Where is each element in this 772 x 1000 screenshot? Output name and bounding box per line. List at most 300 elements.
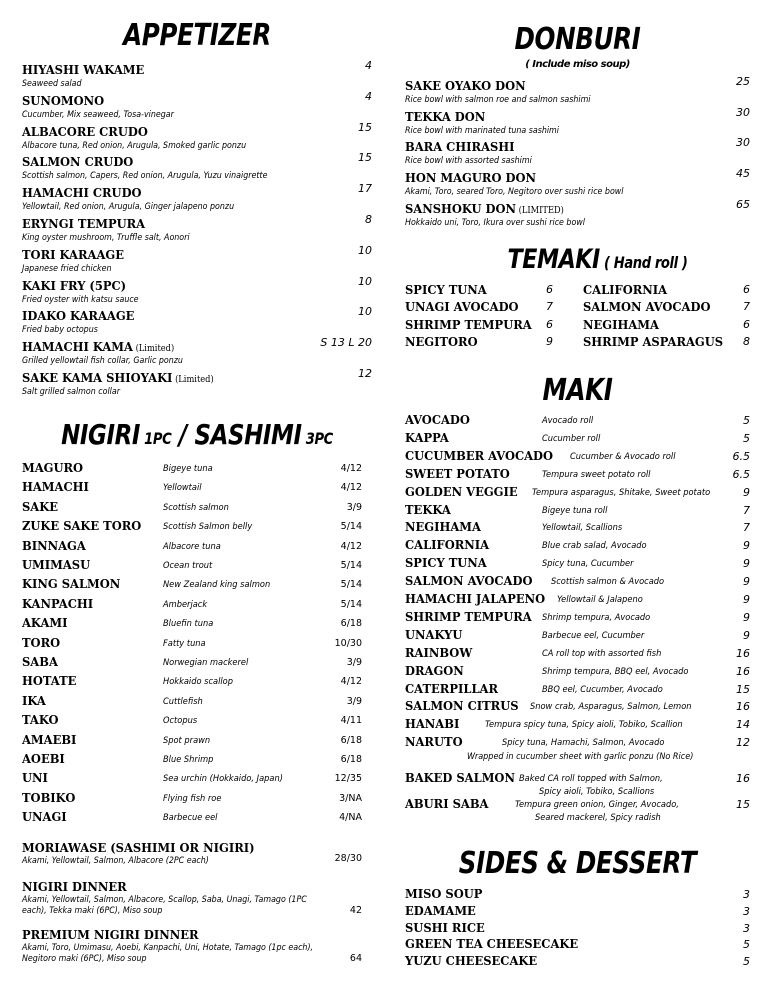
item-description: Spicy tuna, Hamachi, Salmon, Avocado	[502, 737, 665, 749]
item-description: Japanese fried chicken	[22, 263, 112, 274]
item-description: Bigeye tuna	[163, 463, 213, 474]
item-name	[405, 202, 564, 218]
item-description: Octopus	[163, 715, 198, 727]
item-description: Cucumber roll	[542, 432, 601, 444]
item-price: 6	[546, 317, 553, 331]
item-name	[22, 94, 104, 110]
nigiri-set-item	[22, 924, 372, 965]
item-description: New Zealand king salmon	[163, 579, 271, 591]
item-price: 4	[365, 59, 372, 72]
item-description: Spicy tuna, Cucumber	[542, 558, 634, 570]
maki-item	[405, 501, 750, 519]
item-price: 30	[736, 136, 750, 150]
sides-item	[405, 885, 750, 902]
item-name: NEGITORO	[405, 333, 478, 349]
item-description: Akami, Yellowtail, Salmon, Albacore, Scallop, Saba, Unagi, Tamago (1PC	[22, 895, 307, 905]
item-price: 9	[743, 628, 750, 642]
item-description: Scottish salmon	[163, 501, 229, 513]
item-name: ABURI SABA	[405, 796, 489, 812]
maki-item	[405, 536, 750, 554]
item-description: Tempura green onion, Ginger, Avocado,	[515, 799, 679, 811]
item-price: 7	[743, 300, 750, 314]
item-name	[22, 279, 126, 295]
sides-item	[405, 935, 750, 952]
item-description: Bluefin tuna	[163, 618, 214, 630]
item-price: 4/NA	[339, 812, 362, 824]
naruto-note: Wrapped in cucumber sheet with garlic ponzu (No Rice)	[467, 752, 694, 763]
item-name: CUCUMBER AVOCADO	[405, 447, 554, 463]
item-price: 15	[736, 798, 750, 812]
appetizer-item	[22, 336, 372, 367]
item-price: 6	[743, 283, 750, 296]
item-name: MORIAWASE (SASHIMI OR NIGIRI)	[22, 840, 255, 855]
item-price: 12	[736, 736, 750, 750]
maki-item	[405, 697, 750, 715]
item-name: NEGIHAMA	[405, 519, 481, 535]
item-name: SWEET POTATO	[405, 465, 510, 481]
item-price: 5	[743, 414, 750, 427]
item-price: 5/14	[340, 521, 362, 533]
item-name	[22, 125, 148, 141]
item-name: UNAGI	[22, 809, 67, 825]
item-price: 6/18	[340, 754, 362, 765]
sides-item	[405, 902, 750, 919]
item-price: 15	[358, 120, 372, 134]
item-price: 4	[365, 89, 372, 103]
item-price: 3	[743, 921, 750, 935]
item-price: S 13 L 20	[320, 336, 372, 350]
item-description: Rice bowl with assorted sashimi	[405, 156, 532, 167]
nigiri-item	[22, 537, 372, 555]
item-price: 10/30	[334, 637, 362, 649]
sides-item	[405, 919, 750, 936]
donburi-item	[405, 75, 750, 106]
nigiri-sashimi-heading: NIGIRI 1PC / SASHIMI 3PC	[61, 418, 333, 451]
item-price: 9	[546, 334, 553, 348]
item-price: 9	[743, 485, 750, 499]
item-description: Spot prawn	[163, 734, 211, 746]
nigiri-item	[22, 789, 372, 807]
item-price: 4/11	[340, 715, 362, 727]
appetizer-item	[22, 182, 372, 213]
maki-item	[405, 447, 750, 465]
item-price: 4/12	[340, 463, 362, 474]
item-price: 5/14	[340, 579, 362, 591]
item-description: Fried oyster with katsu sauce	[22, 294, 139, 305]
donburi-item	[405, 198, 750, 229]
item-name: EDAMAME	[405, 902, 476, 918]
item-price: 5	[743, 938, 750, 952]
maki-item	[405, 483, 750, 501]
item-description: Scottish Salmon belly	[163, 521, 253, 533]
item-name	[22, 155, 133, 171]
item-name: HAMACHI JALAPENO	[405, 591, 546, 606]
item-description: Flying fish roe	[163, 792, 222, 804]
item-name	[22, 217, 145, 233]
appetizer-item	[22, 90, 372, 121]
item-description: CA roll top with assorted fish	[542, 647, 662, 659]
item-price: 4/12	[340, 676, 362, 688]
item-price: 5/14	[340, 560, 362, 571]
item-description: Grilled yellowtail fish collar, Garlic ponzu	[22, 356, 183, 367]
item-name: PREMIUM NIGIRI DINNER	[22, 927, 199, 942]
item-description: Bigeye tuna roll	[542, 504, 608, 516]
item-description: Ocean trout	[163, 560, 213, 571]
appetizer-item	[22, 244, 372, 275]
item-name-text: HON MAGURO DON	[405, 170, 536, 186]
item-description: Snow crab, Asparagus, Salmon, Lemon	[530, 701, 692, 713]
item-description: Fatty tuna	[163, 637, 206, 649]
item-price: 7	[546, 300, 553, 314]
donburi-item	[405, 106, 750, 137]
maki-item	[405, 554, 750, 572]
item-description: Blue Shrimp	[163, 754, 214, 765]
appetizer-item	[22, 305, 372, 336]
item-name	[22, 371, 214, 387]
item-description: Baked CA roll topped with Salmon,	[519, 773, 663, 785]
item-name	[405, 140, 515, 156]
maki-item	[405, 644, 750, 662]
item-description: Barbecue eel	[163, 812, 218, 824]
maki-item	[405, 715, 750, 733]
item-name	[22, 340, 174, 356]
appetizer-item	[22, 59, 372, 90]
item-price: 6/18	[340, 618, 362, 630]
item-description-cont: each), Tekka maki (6PC), Miso soup	[22, 906, 163, 916]
appetizer-item	[22, 367, 372, 398]
item-price: 4/12	[340, 540, 362, 552]
item-name	[22, 63, 144, 79]
item-name: SPICY TUNA	[405, 555, 487, 571]
item-price: 12	[358, 367, 372, 380]
item-description: Sea urchin (Hokkaido, Japan)	[163, 773, 283, 785]
item-name-text: TEKKA DON	[405, 108, 486, 124]
item-name	[405, 79, 526, 95]
item-name: SHRIMP TEMPURA	[405, 316, 532, 332]
nigiri-item	[22, 808, 372, 826]
item-description: Yellowtail, Scallions	[542, 522, 623, 534]
item-description: King oyster mushroom, Truffle salt, Aonori	[22, 233, 190, 243]
item-price: 9	[743, 539, 750, 553]
item-description-cont: Seared mackerel, Spicy radish	[535, 812, 661, 824]
item-description: Akami, Toro, seared Toro, Negitoro over sushi rice bowl	[405, 187, 624, 198]
item-price: 7	[743, 503, 750, 517]
item-name: RAINBOW	[405, 644, 473, 660]
donburi-item	[405, 136, 750, 167]
item-name-text: HAMACHI KAMA	[22, 339, 133, 355]
item-name	[22, 248, 124, 264]
item-name: TAKO	[22, 712, 59, 728]
item-name	[405, 171, 536, 187]
item-price: 10	[358, 243, 372, 257]
temaki-heading: TEMAKI ( Hand roll )	[507, 244, 688, 275]
item-price: 42	[349, 905, 362, 916]
item-description: Albacore tuna, Red onion, Arugula, Smoked garlic ponzu	[22, 140, 247, 151]
nigiri-item	[22, 711, 372, 729]
item-description-cont: Negitoro maki (6PC), Miso soup	[22, 954, 147, 964]
temaki-item	[583, 334, 750, 351]
item-name: TORO	[22, 634, 61, 650]
item-name-text: SALMON CRUDO	[22, 154, 134, 170]
item-price: 15	[358, 151, 372, 165]
item-name: GOLDEN VEGGIE	[405, 483, 518, 499]
nigiri-item	[22, 653, 372, 671]
nigiri-item	[22, 769, 372, 787]
item-price: 5	[743, 955, 750, 969]
item-price: 5	[743, 431, 750, 445]
item-name: KAPPA	[405, 429, 449, 445]
item-description: Yellowtail & Jalapeno	[557, 594, 643, 605]
item-description: Hokkaido scallop	[163, 676, 233, 688]
maki-heading: MAKI	[542, 373, 613, 408]
item-name: SAKE	[22, 498, 58, 514]
item-description: Cucumber & Avocado roll	[570, 450, 676, 462]
item-name: IKA	[22, 692, 46, 708]
item-name: SHRIMP ASPARAGUS	[583, 333, 724, 349]
nigiri-item	[22, 459, 372, 477]
appetizer-item	[22, 275, 372, 306]
item-name: AKAMI	[22, 615, 68, 631]
item-name-text: SANSHOKU DON	[405, 200, 517, 216]
item-description: Rice bowl with salmon roe and salmon sashimi	[405, 95, 591, 105]
aburi-saba-item	[405, 795, 750, 829]
item-name: HAMACHI	[22, 479, 89, 495]
item-price: 14	[736, 718, 750, 732]
item-name: BAKED SALMON	[405, 770, 515, 786]
maki-item	[405, 626, 750, 644]
item-price: 9	[743, 593, 750, 606]
item-price: 16	[736, 646, 750, 660]
item-price: 65	[736, 197, 750, 211]
temaki-item	[583, 317, 750, 334]
item-price: 4/12	[340, 482, 362, 494]
item-name: KANPACHI	[22, 595, 94, 611]
nigiri-item	[22, 575, 372, 593]
donburi-item	[405, 167, 750, 198]
nigiri-item	[22, 478, 372, 496]
nigiri-item	[22, 556, 372, 574]
item-price: 7	[743, 521, 750, 535]
item-description: Albacore tuna	[163, 540, 221, 552]
limited-tag: (Limited)	[172, 375, 214, 385]
item-description: Yellowtail	[163, 482, 202, 494]
item-price: 64	[349, 953, 362, 964]
item-price: 6.5	[732, 467, 750, 481]
sides-item	[405, 952, 750, 969]
item-price: 6	[546, 283, 553, 296]
maki-item	[405, 518, 750, 536]
maki-item	[405, 733, 750, 751]
item-price: 3/9	[346, 695, 362, 707]
item-name: SALMON AVOCADO	[583, 299, 711, 315]
item-price: 15	[736, 682, 750, 696]
item-name: HANABI	[405, 716, 460, 732]
item-name: UMIMASU	[22, 557, 91, 572]
item-name: HOTATE	[22, 673, 77, 689]
item-description: Fried baby octopus	[22, 325, 98, 336]
item-name: SPICY TUNA	[405, 282, 487, 297]
maki-item	[405, 680, 750, 698]
item-name: GREEN TEA CHEESECAKE	[405, 936, 579, 952]
item-description: Yellowtail, Red onion, Arugula, Ginger jalapeno ponzu	[22, 202, 235, 213]
item-price: 17	[358, 182, 372, 196]
item-name-text: KAKI FRY (5PC)	[22, 277, 127, 293]
item-name-text: HIYASHI WAKAME	[22, 62, 145, 77]
limited-tag: (LIMITED)	[516, 205, 564, 216]
item-description: Blue crab salad, Avocado	[542, 540, 647, 552]
item-description: Rice bowl with marinated tuna sashimi	[405, 125, 559, 136]
item-name-text: ALBACORE CRUDO	[22, 123, 148, 139]
item-price: 3/NA	[339, 792, 362, 804]
item-description-cont: Spicy aioli, Tobiko, Scallions	[539, 786, 655, 798]
item-price: 3	[743, 888, 750, 901]
item-description: Scottish salmon, Capers, Red onion, Arugula, Yuzu vinaigrette	[22, 171, 268, 182]
item-name: TOBIKO	[22, 789, 76, 805]
item-price: 12/35	[334, 773, 362, 785]
maki-item	[405, 608, 750, 626]
nigiri-set-item	[22, 837, 372, 867]
item-price: 45	[736, 167, 750, 181]
item-price: 16	[736, 664, 750, 678]
nigiri-item	[22, 731, 372, 749]
nigiri-item	[22, 672, 372, 690]
item-description: BBQ eel, Cucumber, Avocado	[542, 683, 663, 695]
item-price: 9	[743, 575, 750, 589]
item-description: Shrimp tempura, BBQ eel, Avocado	[542, 665, 689, 677]
item-description: Tempura sweet potato roll	[542, 468, 651, 480]
item-name-text: HAMACHI CRUDO	[22, 185, 142, 201]
item-description: Akami, Toro, Umimasu, Aoebi, Kanpachi, Uni, Hotate, Tamago (1pc each),	[22, 943, 314, 953]
item-description: Akami, Yellowtail, Salmon, Albacore (2PC each)	[22, 856, 209, 866]
item-price: 5/14	[340, 598, 362, 610]
item-price: 6/18	[340, 734, 362, 746]
item-price: 9	[743, 557, 750, 571]
item-name: SABA	[22, 654, 58, 669]
item-description: Norwegian mackerel	[163, 657, 249, 668]
item-price: 3/9	[346, 501, 362, 513]
maki-item	[405, 429, 750, 447]
item-description: Amberjack	[163, 598, 208, 610]
item-description: Scottish salmon & Avocado	[551, 576, 665, 588]
item-name: AMAEBI	[22, 731, 77, 747]
item-description: Tempura asparagus, Shitake, Sweet potato	[532, 486, 711, 498]
item-description: Shrimp tempura, Avocado	[542, 611, 651, 623]
item-name: BINNAGA	[22, 537, 86, 553]
item-name: NEGIHAMA	[583, 316, 659, 332]
item-name: CALIFORNIA	[405, 537, 490, 553]
nigiri-item	[22, 498, 372, 516]
item-name: AOEBI	[22, 751, 65, 766]
nigiri-set-item	[22, 876, 372, 917]
item-name: YUZU CHEESECAKE	[405, 953, 538, 969]
nigiri-item	[22, 595, 372, 613]
item-name: UNAGI AVOCADO	[405, 299, 519, 315]
temaki-item	[405, 299, 553, 316]
temaki-item	[405, 282, 553, 299]
item-price: 16	[736, 700, 750, 714]
donburi-subtitle: ( Include miso soup)	[525, 59, 630, 70]
item-name: CALIFORNIA	[583, 282, 668, 297]
item-name: SALMON AVOCADO	[405, 573, 533, 589]
appetizer-item	[22, 121, 372, 152]
item-description: Tempura spicy tuna, Spicy aioli, Tobiko, Scallion	[485, 719, 683, 731]
item-name: MISO SOUP	[405, 886, 483, 901]
nigiri-item	[22, 614, 372, 632]
item-name-text: IDAKO KARAAGE	[22, 308, 135, 324]
maki-item	[405, 662, 750, 680]
item-price: 9	[743, 610, 750, 624]
item-name: NIGIRI DINNER	[22, 879, 127, 894]
item-price: 10	[358, 305, 372, 319]
nigiri-item	[22, 750, 372, 768]
item-price: 3/9	[346, 657, 362, 668]
item-name: TEKKA	[405, 501, 451, 517]
item-name: NARUTO	[405, 734, 463, 750]
item-name: SHRIMP TEMPURA	[405, 608, 532, 624]
nigiri-item	[22, 634, 372, 652]
item-name-text: TORI KARAAGE	[22, 246, 124, 262]
item-price: 6	[743, 317, 750, 331]
appetizer-item	[22, 213, 372, 244]
limited-tag: (Limited)	[132, 344, 175, 355]
item-name: AVOCADO	[405, 412, 470, 427]
nigiri-item	[22, 517, 372, 535]
item-description: Cucumber, Mix seaweed, Tosa-vinegar	[22, 109, 174, 120]
item-name: SALMON CITRUS	[405, 698, 519, 714]
appetizer-heading: APPETIZER	[123, 18, 271, 53]
sides-dessert-heading: SIDES & DESSERT	[458, 846, 697, 881]
item-description: Hokkaido uni, Toro, Ikura over sushi rice bowl	[405, 217, 585, 228]
item-price: 6.5	[732, 449, 750, 463]
item-price: 8	[743, 334, 750, 348]
item-price: 3	[743, 904, 750, 918]
item-price: 30	[736, 105, 750, 119]
maki-item	[405, 590, 750, 608]
item-name-text: BARA CHIRASHI	[405, 139, 515, 155]
item-name: MAGURO	[22, 460, 84, 475]
item-name-text: ERYNGI TEMPURA	[22, 216, 146, 231]
item-description: Seaweed salad	[22, 79, 82, 89]
item-price: 25	[736, 75, 750, 88]
item-name: KING SALMON	[22, 576, 121, 592]
temaki-item	[583, 299, 750, 316]
item-price: 16	[736, 772, 750, 786]
item-name	[405, 110, 485, 126]
temaki-item	[583, 282, 750, 299]
item-name: CATERPILLAR	[405, 680, 499, 696]
item-name: UNAKYU	[405, 626, 463, 642]
nigiri-item	[22, 692, 372, 710]
item-description: Barbecue eel, Cucumber	[542, 629, 645, 641]
item-description: Salt grilled salmon collar	[22, 387, 120, 397]
item-name: DRAGON	[405, 662, 464, 678]
maki-item	[405, 465, 750, 483]
item-name-text: SAKE OYAKO DON	[405, 78, 526, 93]
item-price: 8	[365, 213, 372, 226]
item-description: Cuttlefish	[163, 695, 203, 707]
item-name: SUSHI RICE	[405, 919, 485, 935]
temaki-item	[405, 317, 553, 334]
item-description: Avocado roll	[542, 415, 594, 426]
item-name	[22, 186, 142, 202]
item-name-text: SUNOMONO	[22, 92, 105, 108]
item-name: UNI	[22, 770, 48, 786]
temaki-item	[405, 334, 553, 351]
item-price: 28/30	[334, 853, 362, 864]
item-name: ZUKE SAKE TORO	[22, 518, 142, 534]
item-name	[22, 309, 134, 325]
item-price: 10	[358, 274, 372, 288]
